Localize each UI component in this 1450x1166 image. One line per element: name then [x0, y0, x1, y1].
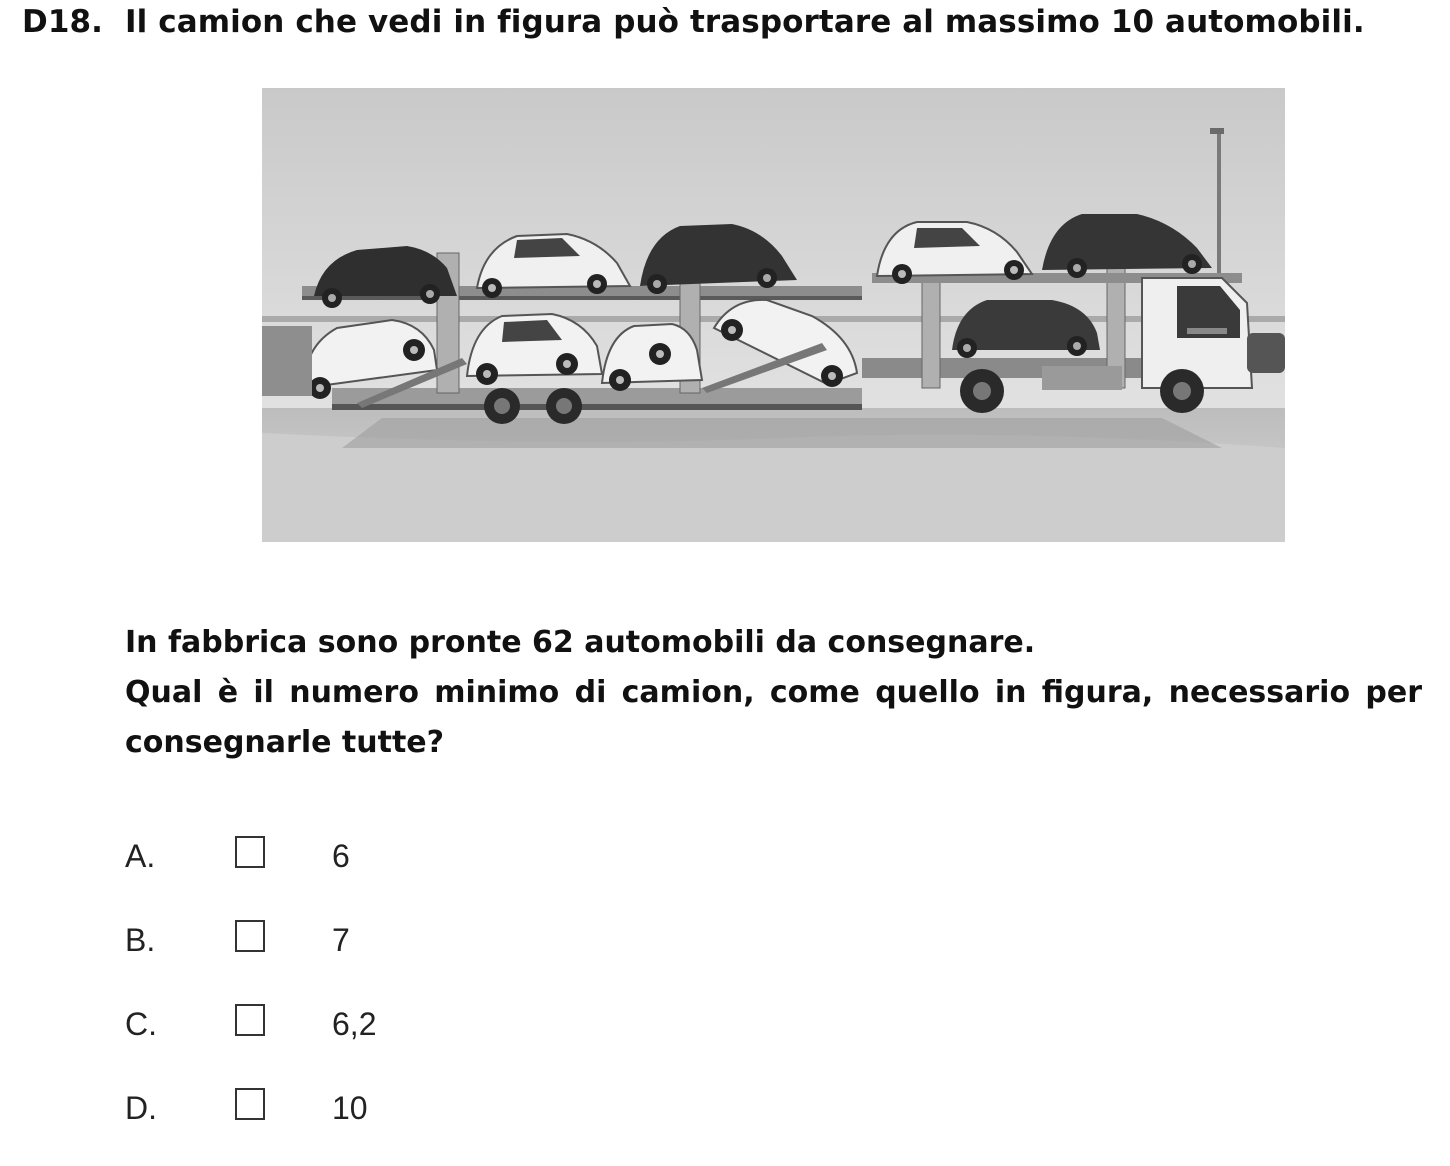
question-number: D18.	[22, 4, 104, 40]
car-carrier-truck-photo	[262, 88, 1285, 542]
body-line-3: consegnarle tutte?	[125, 725, 445, 760]
option-letter: B.	[125, 922, 156, 958]
option-letter: C.	[125, 1006, 157, 1042]
answer-options	[125, 830, 525, 1166]
option-value: 6,2	[332, 1006, 377, 1042]
checkbox[interactable]	[235, 1088, 265, 1120]
body-line-1: In fabbrica sono pronte 62 automobili da consegnare.	[125, 625, 1036, 660]
option-d[interactable]	[125, 1082, 525, 1166]
option-value: 10	[332, 1090, 368, 1126]
checkbox[interactable]	[235, 920, 265, 952]
question-body	[125, 618, 1422, 768]
option-letter: A.	[125, 838, 156, 874]
question-statement	[22, 4, 1365, 40]
option-b[interactable]	[125, 914, 525, 998]
option-c[interactable]	[125, 998, 525, 1082]
option-value: 7	[332, 922, 350, 958]
body-line-2: Qual è il numero minimo di camion, come quello in figura, necessario per	[125, 675, 1422, 710]
checkbox[interactable]	[235, 1004, 265, 1036]
checkbox[interactable]	[235, 836, 265, 868]
question-text: Il camion che vedi in figura può trasportare al massimo 10 automobili.	[125, 4, 1365, 40]
option-value: 6	[332, 838, 350, 874]
option-a[interactable]	[125, 830, 525, 914]
option-letter: D.	[125, 1090, 157, 1126]
